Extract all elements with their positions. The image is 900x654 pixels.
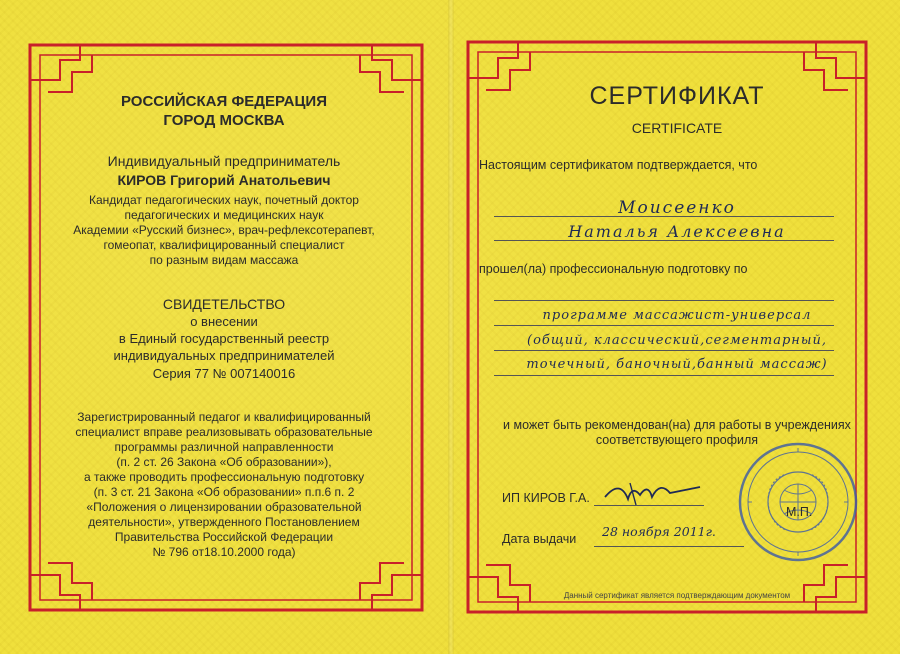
svidetelstvo-title: СВИДЕТЕЛЬСТВО [162,296,286,312]
program-line: программе массажист-универсал [542,308,812,323]
recommend-line: и может быть рекомендован(на) для работы в учреждениях [503,418,851,432]
program-line: точечный, баночный,банный массаж) [526,357,828,372]
signatory-label: ИП КИРОВ Г.А. [502,491,590,505]
credentials-line: по разным видам массажа [149,253,299,267]
date-line [594,546,744,547]
credentials-line: педагогических и медицинских наук [124,208,324,222]
credentials-line: гомеопат, квалифицированный специалист [103,238,345,252]
legal-line: Правительства Российской Федерации [114,530,334,544]
registry-line: индивидуальных предпринимателей [113,348,335,363]
credentials-line: Кандидат педагогических наук, почетный доктор [89,193,359,207]
program-line: (общий, классический,сегментарный, [527,333,827,348]
legal-line: деятельности», утвержденного Постановлением [88,515,360,529]
footer-note: Данный сертификат является подтверждающим документом [563,591,791,600]
right-page [454,0,900,654]
legal-line: специалист вправе реализовывать образовательные [75,425,373,439]
underline [494,300,834,301]
registry-line: о внесении [190,314,258,329]
country-heading: РОССИЙСКАЯ ФЕДЕРАЦИЯ [120,93,327,110]
underline [494,350,834,351]
recipient-surname: Моисеенко [618,198,736,218]
legal-line: Зарегистрированный педагог и квалифицированный [77,410,371,424]
left-page [0,0,448,654]
issue-date-value: 28 ноября 2011г. [602,524,716,539]
confirm-text: Настоящим сертификатом подтверждается, что [479,158,758,172]
handwritten-signature-icon [600,475,710,510]
credentials-line: Академии «Русский бизнес», врач-рефлексотерапевт, [73,223,375,237]
city-heading: ГОРОД МОСКВА [163,112,285,129]
certificate-subtitle: CERTIFICATE [631,120,723,136]
entrepreneur-name: КИРОВ Григорий Анатольевич [117,172,331,188]
legal-line: «Положения о лицензировании образовательной [86,500,362,514]
round-seal-stamp [736,440,860,564]
underline [494,375,834,376]
legal-line: а также проводить профессиональную подготовку [83,470,365,484]
registry-series: Серия 77 № 007140016 [152,366,296,381]
registry-line: в Единый государственный реестр [118,331,330,346]
legal-line: № 796 от18.10.2000 года) [152,545,296,559]
recipient-name: Наталья Алексеевна [568,222,786,241]
recommend-line: соответствующего профиля [595,433,759,447]
seal-label: М.П. [786,505,813,519]
underline [494,325,834,326]
issue-date-label: Дата выдачи [502,532,577,546]
training-text: прошел(ла) профессиональную подготовку по [479,262,748,276]
legal-line: (п. 2 ст. 26 Закона «Об образовании»), [116,455,332,469]
legal-line: (п. 3 ст. 21 Закона «Об образовании» п.п.6 п. 2 [93,485,355,499]
legal-line: программы различной направленности [114,440,334,454]
entrepreneur-label: Индивидуальный предприниматель [107,153,341,169]
certificate-title: СЕРТИФИКАТ [589,82,765,110]
